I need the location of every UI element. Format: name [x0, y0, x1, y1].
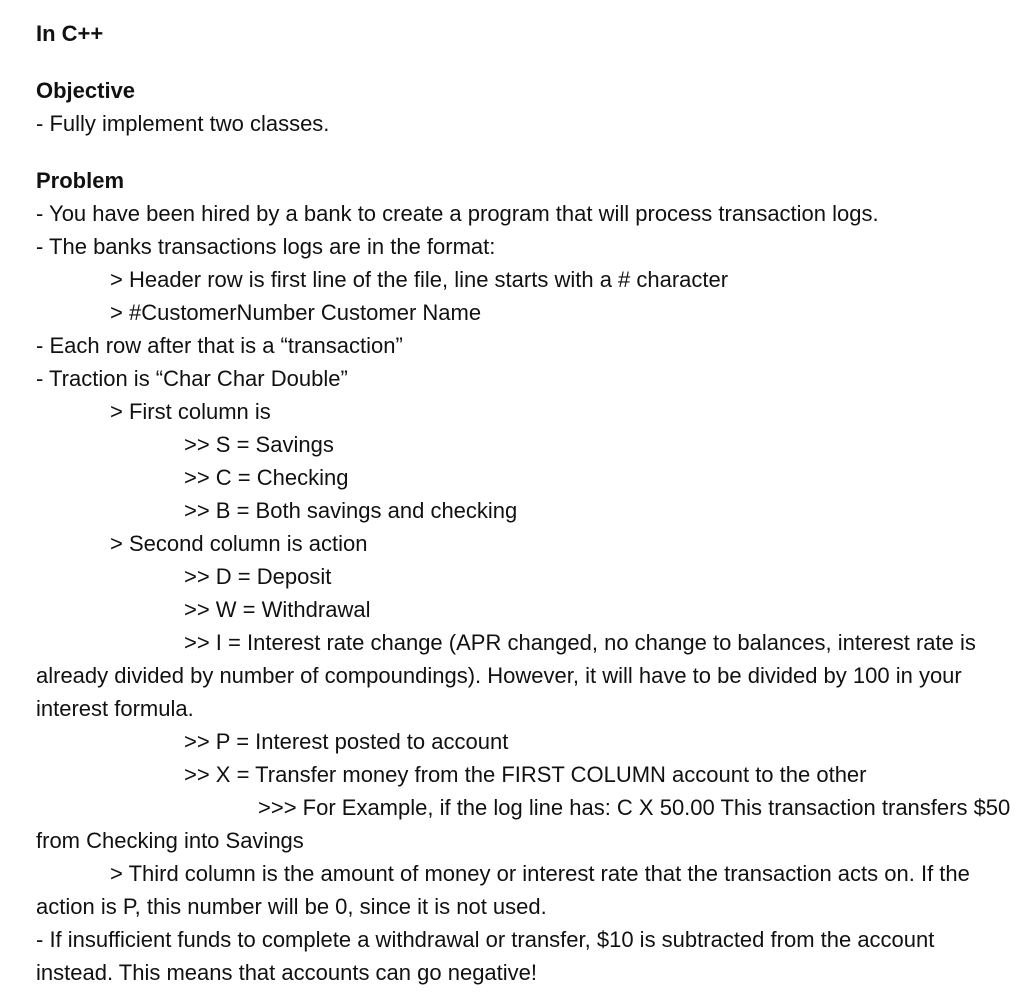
problem-line-third-column: > Third column is the amount of money or interest rate that the transaction acts on. If the action is P, this number will be 0, since it is not used.: [36, 861, 970, 919]
problem-line-col2-i: >> I = Interest rate change (APR changed, no change to balances, interest rate is already divided by number of compoundings). However, it will have to be divided by 100 in your interest formula.: [36, 630, 976, 721]
objective-item: - Fully implement two classes.: [36, 111, 330, 136]
problem-line-col1-b: >> B = Both savings and checking: [184, 498, 518, 523]
problem-line-col1-c: >> C = Checking: [184, 465, 349, 490]
objective-heading: Objective: [36, 78, 136, 103]
problem-heading: Problem: [36, 168, 125, 193]
problem-line-second-column: > Second column is action: [110, 531, 368, 556]
problem-line-format-intro: - The banks transactions logs are in the format:: [36, 234, 496, 259]
problem-line-hired: - You have been hired by a bank to create a program that will process transaction logs.: [36, 201, 879, 226]
problem-line-col2-x: >> X = Transfer money from the FIRST COLUMN account to the other: [184, 762, 867, 787]
problem-line-traction: - Traction is “Char Char Double”: [36, 366, 348, 391]
problem-line-header-row: > Header row is first line of the file, line starts with a # character: [110, 267, 729, 292]
spacer: [36, 50, 1016, 74]
language-label: In C++: [36, 21, 104, 46]
spacer: [36, 140, 1016, 164]
problem-line-first-column: > First column is: [110, 399, 271, 424]
problem-line-col2-w: >> W = Withdrawal: [184, 597, 371, 622]
problem-line-insufficient: - If insufficient funds to complete a withdrawal or transfer, $10 is subtracted from the account instead. This means that accounts can go negative!: [36, 927, 935, 985]
problem-line-header-format: > #CustomerNumber Customer Name: [110, 300, 482, 325]
problem-line-each-row: - Each row after that is a “transaction”: [36, 333, 403, 358]
assignment-document: [36, 17, 1016, 989]
problem-line-col2-p: >> P = Interest posted to account: [184, 729, 509, 754]
problem-line-example: >>> For Example, if the log line has: C X 50.00 This transaction transfers $50 from Checking into Savings: [36, 795, 1011, 853]
problem-line-col2-d: >> D = Deposit: [184, 564, 332, 589]
problem-line-col1-s: >> S = Savings: [184, 432, 334, 457]
